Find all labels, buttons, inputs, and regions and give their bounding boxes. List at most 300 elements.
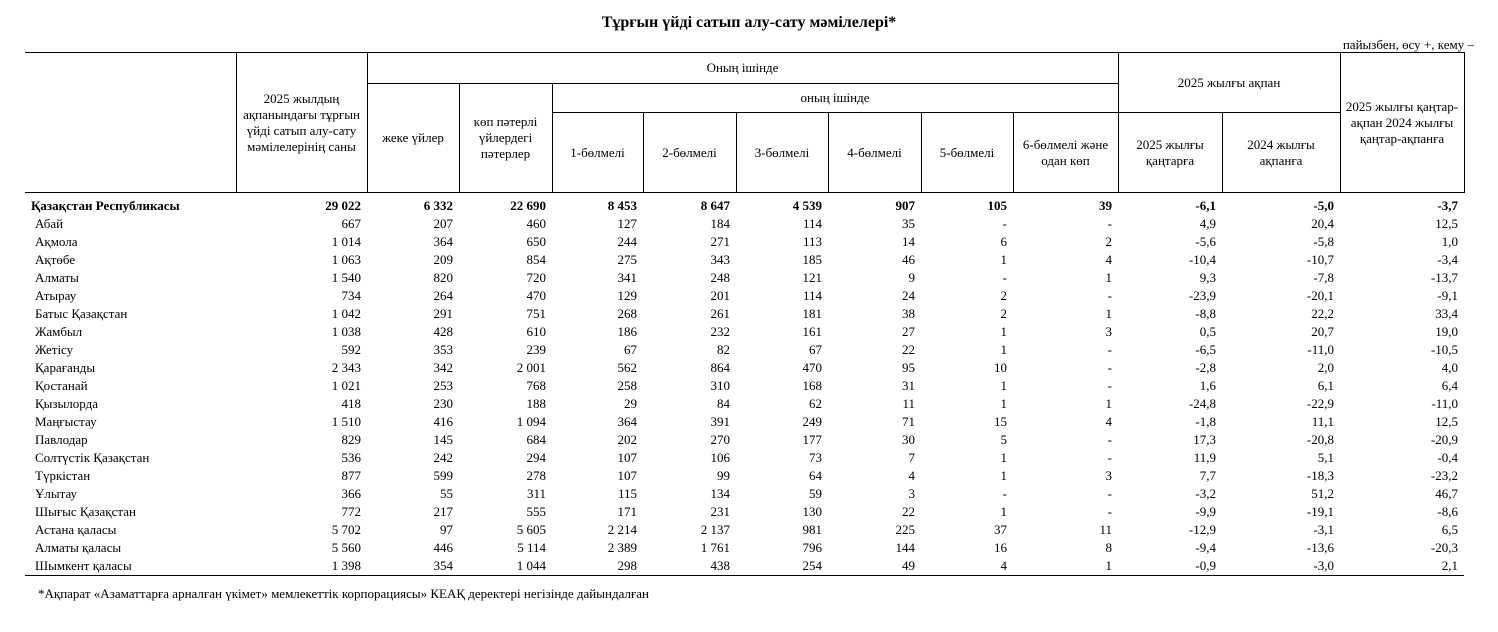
table-cell: 217 [433,504,453,519]
table-cell: 3 [1105,324,1112,339]
table-row [25,395,1464,413]
table-cell: 106 [710,450,730,465]
table-cell: 202 [617,432,637,447]
table-cell: 829 [341,432,361,447]
table-cell: 12,5 [1435,414,1459,429]
table-cell: -12,9 [1188,522,1216,537]
header-vs-jan2025: 2025 жылғы қаңтарға [1118,113,1222,193]
table-cell: 134 [710,486,730,501]
table-cell: -8,6 [1437,504,1459,519]
header-of-which-sub: оның ішінде [552,84,1118,113]
table-cell: - [1107,432,1112,447]
table-row [25,557,1464,576]
table-cell: 470 [802,360,822,375]
table-cell: 15 [994,414,1007,429]
table-cell: 67 [809,342,822,357]
table-cell: 2,1 [1340,557,1464,576]
table-cell: 62 [809,396,822,411]
header-6room: 6-бөлмелі және одан көп [1013,113,1118,193]
table-cell: 796 [802,540,822,555]
table-cell: 1 [1000,396,1007,411]
table-row [25,251,1464,269]
table-row [25,539,1464,557]
table-cell: 6 332 [423,198,453,213]
table-cell: 555 [526,504,546,519]
table-cell: 1 540 [331,270,361,285]
table-row [25,521,1464,539]
table-cell: -3,1 [1313,522,1335,537]
table-cell: 768 [526,378,546,393]
table-cell: 27 [902,324,915,339]
table-cell: -23,9 [1188,288,1216,303]
table-cell: 105 [987,198,1007,213]
table-cell: -5,0 [1313,198,1335,213]
table-body [25,193,1464,576]
table-cell: 14 [902,234,915,249]
data-table [25,52,1465,576]
table-cell: -18,3 [1306,468,1335,483]
table-cell: - [1107,486,1112,501]
table-cell: 5 560 [331,540,361,555]
table-cell: 209 [433,252,453,267]
table-cell: 242 [433,450,453,465]
table-cell: 1 [1000,378,1007,393]
table-cell: 185 [802,252,822,267]
table-cell: 11 [902,396,915,411]
table-cell: 310 [710,378,730,393]
table-row [25,287,1464,305]
table-cell: 364 [617,414,637,429]
table-cell: 1,6 [1199,378,1216,393]
region-name: Абай [35,216,64,231]
table-cell: 59 [809,486,822,501]
table-cell: 129 [617,288,637,303]
table-cell: 1 063 [331,252,361,267]
table-cell: 275 [617,252,637,267]
region-name: Атырау [35,288,77,303]
table-cell: 1 044 [459,557,552,576]
table-cell: 249 [802,414,822,429]
table-cell: 11,1 [1311,414,1335,429]
region-name: Түркістан [35,468,91,483]
table-cell: 31 [902,378,915,393]
table-cell: -9,9 [1195,504,1216,519]
table-cell: 9,3 [1199,270,1216,285]
header-4room: 4-бөлмелі [828,113,921,193]
header-feb2025: 2025 жылғы ақпан [1118,53,1340,113]
table-cell: 11 [1099,522,1112,537]
table-cell: - [1107,360,1112,375]
table-cell: 113 [802,234,822,249]
table-cell: 115 [617,486,637,501]
table-cell: 278 [526,468,546,483]
table-cell: 1 398 [236,557,367,576]
table-row [25,359,1464,377]
table-cell: 599 [433,468,453,483]
table-cell: -5,6 [1195,234,1216,249]
table-cell: 366 [341,486,361,501]
table-cell: 19,0 [1435,324,1459,339]
table-row [25,323,1464,341]
table-row [25,269,1464,287]
table-cell: 2 [1000,306,1007,321]
table-cell: 35 [902,216,915,231]
table-cell: 5 114 [517,540,546,555]
table-cell: 248 [710,270,730,285]
header-apartments: көп пәтерлі үйлердегі пәтерлер [459,84,552,193]
region-name: Ақтөбе [35,252,76,267]
table-cell: -13,7 [1430,270,1459,285]
table-cell: -6,5 [1195,342,1216,357]
table-cell: 244 [617,234,637,249]
table-cell: 3 [908,486,915,501]
region-name: Алматы қаласы [35,540,122,555]
region-name: Шымкент қаласы [25,557,236,576]
region-name: Жамбыл [35,324,83,339]
table-cell: 2 001 [516,360,546,375]
table-cell: 1 [1000,342,1007,357]
table-cell: 22 [902,342,915,357]
table-cell: 71 [902,414,915,429]
table-cell: 854 [526,252,546,267]
table-cell: 342 [433,360,453,375]
table-cell: 2 [1105,234,1112,249]
table-cell: 1 [1000,324,1007,339]
header-total: 2025 жылдың ақпанындағы тұрғын үйді сатып алу-сату мәмілелерінің саны [236,53,367,193]
table-cell: 30 [902,432,915,447]
table-cell: -20,8 [1306,432,1335,447]
table-cell: 230 [433,396,453,411]
table-cell: 20,4 [1311,216,1335,231]
table-cell: 114 [802,216,822,231]
table-cell: 981 [802,522,822,537]
table-row [25,503,1464,521]
table-cell: 82 [717,342,730,357]
table-cell: 207 [433,216,453,231]
table-row [25,305,1464,323]
table-cell: -24,8 [1188,396,1216,411]
table-row [25,467,1464,485]
table-cell: -3,2 [1195,486,1216,501]
table-cell: 1 [1105,270,1112,285]
table-cell: -6,1 [1195,198,1216,213]
table-cell: 772 [341,504,361,519]
region-name: Қызылорда [35,396,98,411]
table-cell: 877 [341,468,361,483]
table-cell: 20,7 [1311,324,1335,339]
total-row [25,193,1464,216]
table-row [25,233,1464,251]
table-cell: 2 389 [607,540,637,555]
table-cell: - [1107,378,1112,393]
table-cell: -3,7 [1437,198,1459,213]
table-cell: - [1002,270,1007,285]
table-cell: -9,1 [1437,288,1459,303]
table-cell: -5,8 [1313,234,1335,249]
table-cell: 3 [1105,468,1112,483]
table-cell: 144 [895,540,915,555]
table-cell: 2 [1000,288,1007,303]
table-cell: 130 [802,504,822,519]
table-cell: 734 [341,288,361,303]
table-row [25,431,1464,449]
table-cell: 270 [710,432,730,447]
region-name: Солтүстік Қазақстан [35,450,150,465]
table-cell: 33,4 [1435,306,1459,321]
table-cell: 29 [624,396,637,411]
table-cell: 1,0 [1441,234,1459,249]
table-cell: 97 [440,522,453,537]
header-2room: 2-бөлмелі [643,113,736,193]
table-cell: 181 [802,306,822,321]
table-cell: -19,1 [1306,504,1335,519]
region-name: Ақмола [35,234,78,249]
table-cell: 188 [526,396,546,411]
header-5room: 5-бөлмелі [921,113,1013,193]
table-cell: 99 [717,468,730,483]
table-cell: -7,8 [1313,270,1335,285]
table-cell: 1 038 [331,324,361,339]
table-cell: 225 [895,522,915,537]
table-cell: 84 [717,396,730,411]
table-cell: 8 647 [700,198,730,213]
table-cell: 1 510 [331,414,361,429]
table-cell: 354 [367,557,459,576]
region-name: Шығыс Қазақстан [35,504,136,519]
table-cell: 184 [710,216,730,231]
table-cell: 55 [440,486,453,501]
table-cell: 231 [710,504,730,519]
table-cell: 107 [617,450,637,465]
table-cell: 864 [710,360,730,375]
table-cell: 121 [802,270,822,285]
table-cell: -20,9 [1430,432,1459,447]
table-cell: - [1107,450,1112,465]
table-cell: -13,6 [1306,540,1335,555]
table-cell: 416 [433,414,453,429]
table-cell: 907 [895,198,915,213]
table-cell: 145 [433,432,453,447]
table-cell: -1,8 [1195,414,1216,429]
footnote: *Ақпарат «Азаматтарға арналған үкімет» мемлекеттік корпорациясы» КЕАҚ деректері негізінде дайындалған [38,586,649,601]
table-cell: 161 [802,324,822,339]
table-cell: 5 702 [331,522,361,537]
table-cell: 1 [1000,252,1007,267]
table-cell: 67 [624,342,637,357]
table-cell: 114 [802,288,822,303]
table-cell: 684 [526,432,546,447]
region-name: Маңғыстау [35,414,97,429]
table-cell: 4 [1105,252,1112,267]
table-cell: 4 [921,557,1013,576]
region-name: Қостанай [35,378,88,393]
table-cell: -3,4 [1437,252,1459,267]
table-cell: 171 [617,504,637,519]
table-cell: 446 [433,540,453,555]
table-cell: -10,4 [1188,252,1216,267]
table-cell: - [1107,504,1112,519]
table-cell: 1 094 [516,414,546,429]
table-cell: 418 [341,396,361,411]
table-cell: 39 [1099,198,1112,213]
table-cell: 4 539 [792,198,822,213]
table-cell: 201 [710,288,730,303]
table-cell: 186 [617,324,637,339]
table-cell: 24 [902,288,915,303]
table-cell: 1 021 [331,378,361,393]
table-cell: 4,9 [1199,216,1216,231]
table-cell: 9 [908,270,915,285]
region-name: Қарағанды [35,360,96,375]
table-row [25,341,1464,359]
table-cell: 46,7 [1435,486,1459,501]
table-cell: -9,4 [1195,540,1216,555]
table-cell: 29 022 [325,198,361,213]
table-cell: 46 [902,252,915,267]
table-cell: 1 761 [700,540,730,555]
table-cell: 294 [526,450,546,465]
table-cell: 1 [1013,557,1118,576]
table-cell: -11,0 [1307,342,1335,357]
table-cell: 107 [617,468,637,483]
table-row [25,413,1464,431]
table-cell: 5 605 [516,522,546,537]
table-cell: 8 453 [607,198,637,213]
table-cell: 64 [809,468,822,483]
table-cell: 610 [526,324,546,339]
table-cell: -8,8 [1195,306,1216,321]
table-cell: 73 [809,450,822,465]
table-header [25,53,1464,193]
table-cell: -20,1 [1306,288,1335,303]
table-cell: 1 014 [331,234,361,249]
table-cell: 5 [1000,432,1007,447]
table-row [25,449,1464,467]
table-cell: 298 [552,557,643,576]
table-cell: 254 [736,557,828,576]
region-name: Жетісу [35,342,74,357]
table-cell: 391 [710,414,730,429]
header-3room: 3-бөлмелі [736,113,828,193]
page-title: Тұрғын үйді сатып алу-сату мәмілелері* [601,14,897,31]
region-name: Астана қаласы [35,522,117,537]
table-cell: 1 042 [331,306,361,321]
table-cell: -23,2 [1430,468,1459,483]
table-cell: - [1107,342,1112,357]
table-cell: 261 [710,306,730,321]
unit-note: пайызбен, өсу +, кему – [1342,37,1474,52]
table-cell: 95 [902,360,915,375]
table-cell: 428 [433,324,453,339]
table-cell: 12,5 [1435,216,1459,231]
table-cell: 253 [433,378,453,393]
table-cell: 22,2 [1311,306,1335,321]
table-cell: 820 [433,270,453,285]
table-cell: 1 [1105,396,1112,411]
table-cell: -3,0 [1222,557,1340,576]
table-cell: 562 [617,360,637,375]
table-cell: 268 [617,306,637,321]
table-row [25,377,1464,395]
table-cell: 51,2 [1311,486,1335,501]
table-cell: 6,4 [1441,378,1459,393]
table-cell: 353 [433,342,453,357]
table-cell: 7 [908,450,915,465]
table-cell: 8 [1105,540,1112,555]
table-cell: 239 [526,342,546,357]
table-cell: -2,8 [1195,360,1216,375]
table-cell: - [1107,288,1112,303]
table-cell: 2 214 [607,522,637,537]
region-name: Ұлытау [35,486,78,501]
table-cell: -10,5 [1430,342,1459,357]
table-cell: 1 [1105,306,1112,321]
table-cell: -20,3 [1430,540,1459,555]
table-cell: - [1107,216,1112,231]
table-cell: 168 [802,378,822,393]
table-cell: 0,5 [1199,324,1216,339]
table-cell: 177 [802,432,822,447]
table-cell: - [1002,486,1007,501]
table-cell: -10,7 [1306,252,1335,267]
table-row [25,485,1464,503]
header-of-which: Оның ішінде [367,53,1118,84]
table-row [25,215,1464,233]
table-cell: 258 [617,378,637,393]
table-cell: 341 [617,270,637,285]
table-cell: 311 [526,486,546,501]
header-private: жеке үйлер [367,84,459,193]
table-cell: 1 [1000,468,1007,483]
table-cell: 6 [1000,234,1007,249]
table-cell: 6,1 [1317,378,1335,393]
table-cell: -0,9 [1118,557,1222,576]
table-cell: 6,5 [1441,522,1459,537]
table-cell: 667 [341,216,361,231]
table-cell: 4,0 [1441,360,1459,375]
header-janfeb: 2025 жылғы қаңтар-ақпан 2024 жылғы қаңтар-ақпанға [1340,53,1464,193]
table-cell: 127 [617,216,637,231]
table-cell: 2 343 [331,360,361,375]
table-cell: 22 [902,504,915,519]
table-cell: 4 [908,468,915,483]
table-cell: -22,9 [1306,396,1335,411]
table-cell: 37 [994,522,1007,537]
region-name: Қазақстан Республикасы [31,198,180,213]
header-vs-feb2024: 2024 жылғы ақпанға [1222,113,1340,193]
table-cell: 470 [526,288,546,303]
table-cell: 720 [526,270,546,285]
table-cell: 592 [341,342,361,357]
table-cell: 271 [710,234,730,249]
table-cell: 5,1 [1317,450,1335,465]
table-cell: 17,3 [1193,432,1216,447]
table-cell: 49 [828,557,921,576]
table-cell: 1 [1000,450,1007,465]
table-cell: 16 [994,540,1007,555]
table-cell: 4 [1105,414,1112,429]
table-cell: 364 [433,234,453,249]
table-cell: 343 [710,252,730,267]
table-cell: - [1002,216,1007,231]
table-cell: 264 [433,288,453,303]
header-1room: 1-бөлмелі [552,113,643,193]
table-cell: 11,9 [1193,450,1216,465]
table-cell: 460 [526,216,546,231]
table-cell: 2 137 [700,522,730,537]
table-cell: 22 690 [510,198,546,213]
table-cell: 2,0 [1317,360,1335,375]
